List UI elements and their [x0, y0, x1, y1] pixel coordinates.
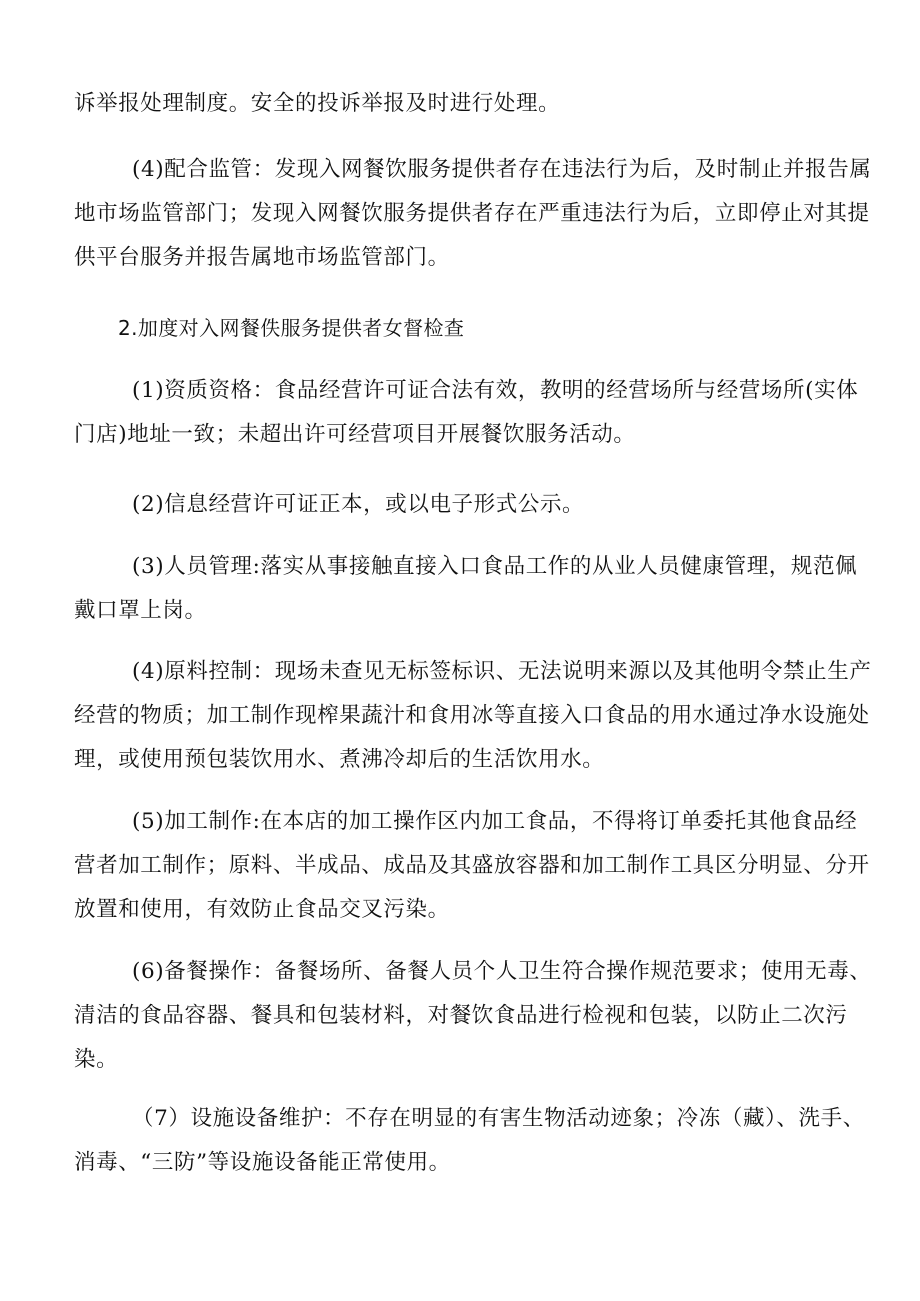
paragraph-meal-preparation: (6)备餐操作：备餐场所、备餐人员个人卫生符合操作规范要求；使用无毒、清洁的食品容器、餐具和包装材料，对餐饮食品进行检视和包装，以防止二次污染。	[74, 959, 872, 1072]
paragraph-qualification: (1)资质资格：食品经营许可证合法有效，教明的经营场所与经营场所(实体门店)地址一致；未超出许可经营项目开展餐饮服务活动。	[74, 378, 859, 447]
paragraph-facility-maintenance: （7）设施设备维护：不存在明显的有害生物活动迹象；冷冻（藏）、洗手、消毒、“三防”等设施设备能正常使用。	[74, 1106, 865, 1175]
paragraph-processing: (5)加工制作:在本店的加工操作区内加工食品，不得将订单委托其他食品经营者加工制作；原料、半成品、成品及其盛放容器和加工制作工具区分明显、分开放置和使用，有效防止食品交叉污染。	[74, 809, 870, 922]
paragraph-cooperate-supervision: (4)配合监管：发现入网餐饮服务提供者存在违法行为后，及时制止并报告属地市场监管部门；发现入网餐饮服务提供者存在严重违法行为后，立即停止对其提供平台服务并报告属地市场监管部门。	[74, 157, 872, 270]
paragraph-license-display: (2)信息经营许可证正本，或以电子形式公示。	[132, 492, 585, 517]
section-heading-inspection: 2.加度对入网餐佚服务提供者女督检查	[118, 316, 465, 340]
paragraph-personnel-management: (3)人员管理:落实从事接触直接入口食品工作的从业人员健康管理，规范佩戴口罩上岗。	[74, 554, 858, 623]
paragraph-complaint-handling: 诉举报处理制度。安全的投诉举报及时进行处理。	[74, 91, 561, 116]
paragraph-raw-material-control: (4)原料控制：现场未查见无标签标识、无法说明来源以及其他明令禁止生产经营的物质；加工制作现榨果蔬汁和食用冰等直接入口食品的用水通过净水设施处理，或使用预包装饮用水、煮沸冷却后的生活饮用水。	[74, 659, 872, 772]
